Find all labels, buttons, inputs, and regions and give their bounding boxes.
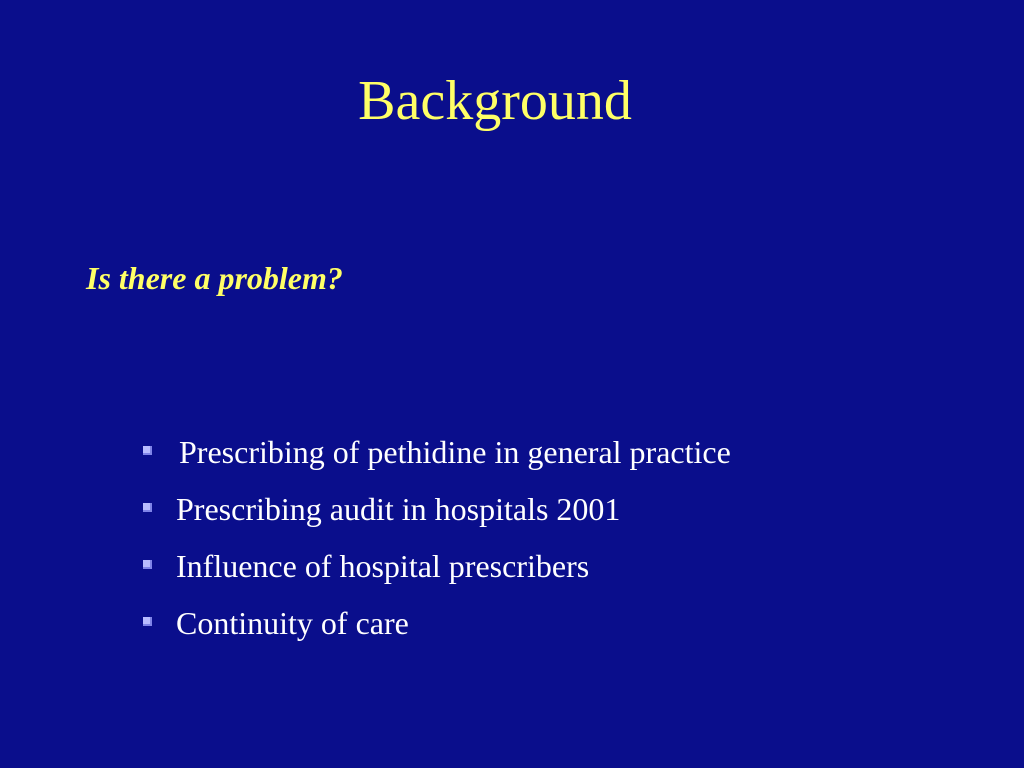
square-bullet-icon bbox=[143, 560, 152, 569]
square-bullet-icon bbox=[143, 617, 152, 626]
bullet-text: Prescribing of pethidine in general practice bbox=[179, 434, 731, 470]
bullet-text: Prescribing audit in hospitals 2001 bbox=[176, 491, 621, 527]
square-bullet-icon bbox=[143, 503, 152, 512]
square-bullet-icon bbox=[143, 446, 152, 455]
bullet-text: Influence of hospital prescribers bbox=[176, 548, 590, 584]
slide-title: Background bbox=[358, 70, 632, 132]
slide-subtitle: Is there a problem? bbox=[86, 260, 343, 296]
bullet-text: Continuity of care bbox=[176, 605, 409, 641]
